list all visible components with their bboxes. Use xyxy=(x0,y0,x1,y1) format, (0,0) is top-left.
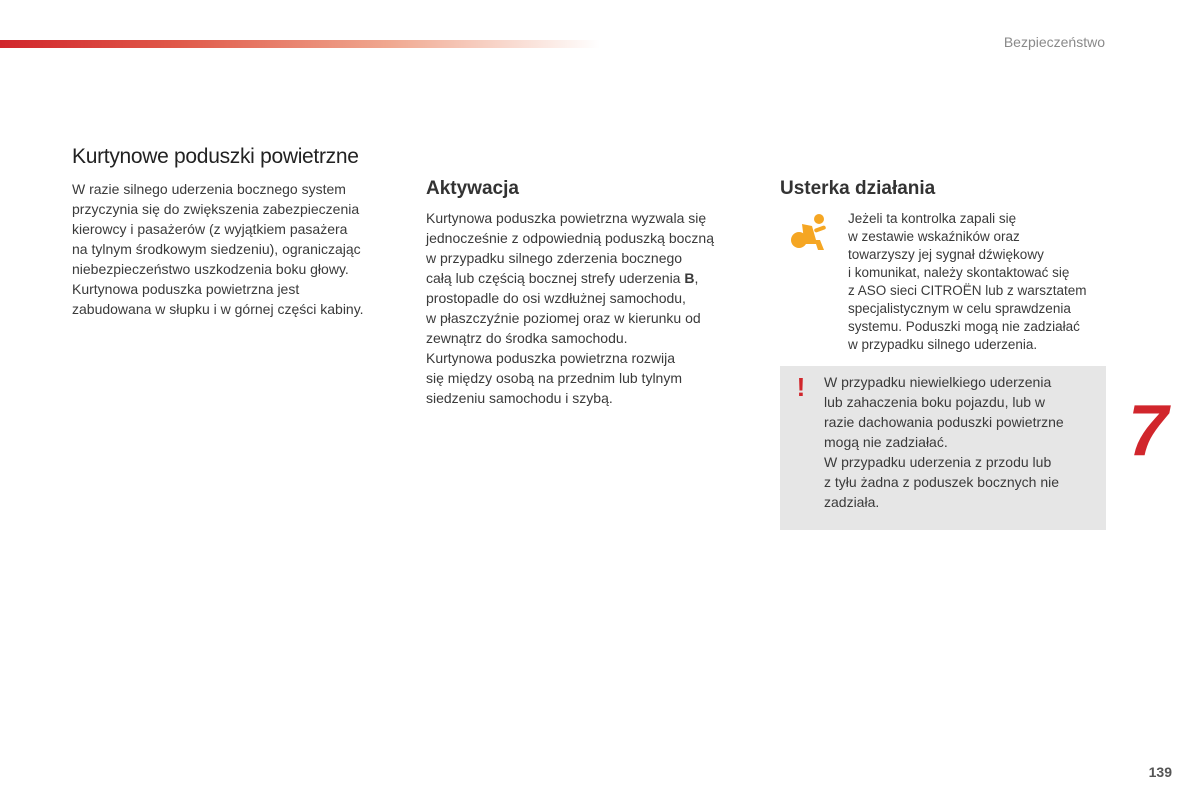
curtain-airbags-title: Kurtynowe poduszki powietrzne xyxy=(72,145,359,168)
activation-section xyxy=(426,178,756,408)
header-accent-bar xyxy=(0,40,600,48)
section-title: Bezpieczeństwo xyxy=(1003,34,1105,50)
caution-note xyxy=(780,366,1106,530)
warning-light-info xyxy=(780,210,1110,354)
airbag-warning-icon xyxy=(790,210,834,254)
exclamation-icon: ! xyxy=(796,372,806,402)
chapter-number: 7 xyxy=(1128,391,1169,471)
malfunction-title: Usterka działania xyxy=(780,178,936,199)
page-number: 139 xyxy=(1148,764,1172,780)
activation-title: Aktywacja xyxy=(426,178,519,199)
caution-note-text: W przypadku niewielkiego uderzenia lub zahaczenia boku pojazdu, lub w razie dachowania poduszki powietrzne mogą nie zadziałać. W przypadku uderzenia z przodu lub z tyłu żadna z poduszek bocznych nie zadziała. xyxy=(824,374,1064,510)
malfunction-section xyxy=(780,178,1110,530)
curtain-airbags-section xyxy=(72,145,402,319)
warning-light-text: Jeżeli ta kontrolka zapali się w zestawie wskaźników oraz towarzyszy jej sygnał dźwiękowy i komunikat, należy skontaktować się z ASO sieci CITROËN lub z warsztatem specjalistycznym w celu sprawdzenia systemu. Poduszki mogą nie zadziałać w przypadku silnego uderzenia. xyxy=(848,211,1087,352)
activation-text: Kurtynowa poduszka powietrzna wyzwala się jednocześnie z odpowiednią poduszką boczną w przypadku silnego zderzenia bocznego całą lub częścią bocznej strefy uderzenia B, prostopadle do osi wzdłużnej samochodu, w płaszczyźnie poziomej oraz w kierunku od zewnątrz do środka samochodu. Kurtynowa poduszka powietrzna rozwija się między osobą na przednim lub tylnym siedzeniu samochodu i szybą. xyxy=(426,210,714,406)
zone-letter: B xyxy=(684,270,695,286)
curtain-airbags-text: W razie silnego uderzenia bocznego system przyczynia się do zwiększenia zabezpieczenia kierowcy i pasażerów (z wyjątkiem pasażera na tylnym środkowym siedzeniu), ograniczając niebezpieczeństwo uszkodzenia boku głowy. Kurtynowa poduszka powietrzna jest zabudowana w słupku i w górnej części kabiny. xyxy=(72,181,364,317)
